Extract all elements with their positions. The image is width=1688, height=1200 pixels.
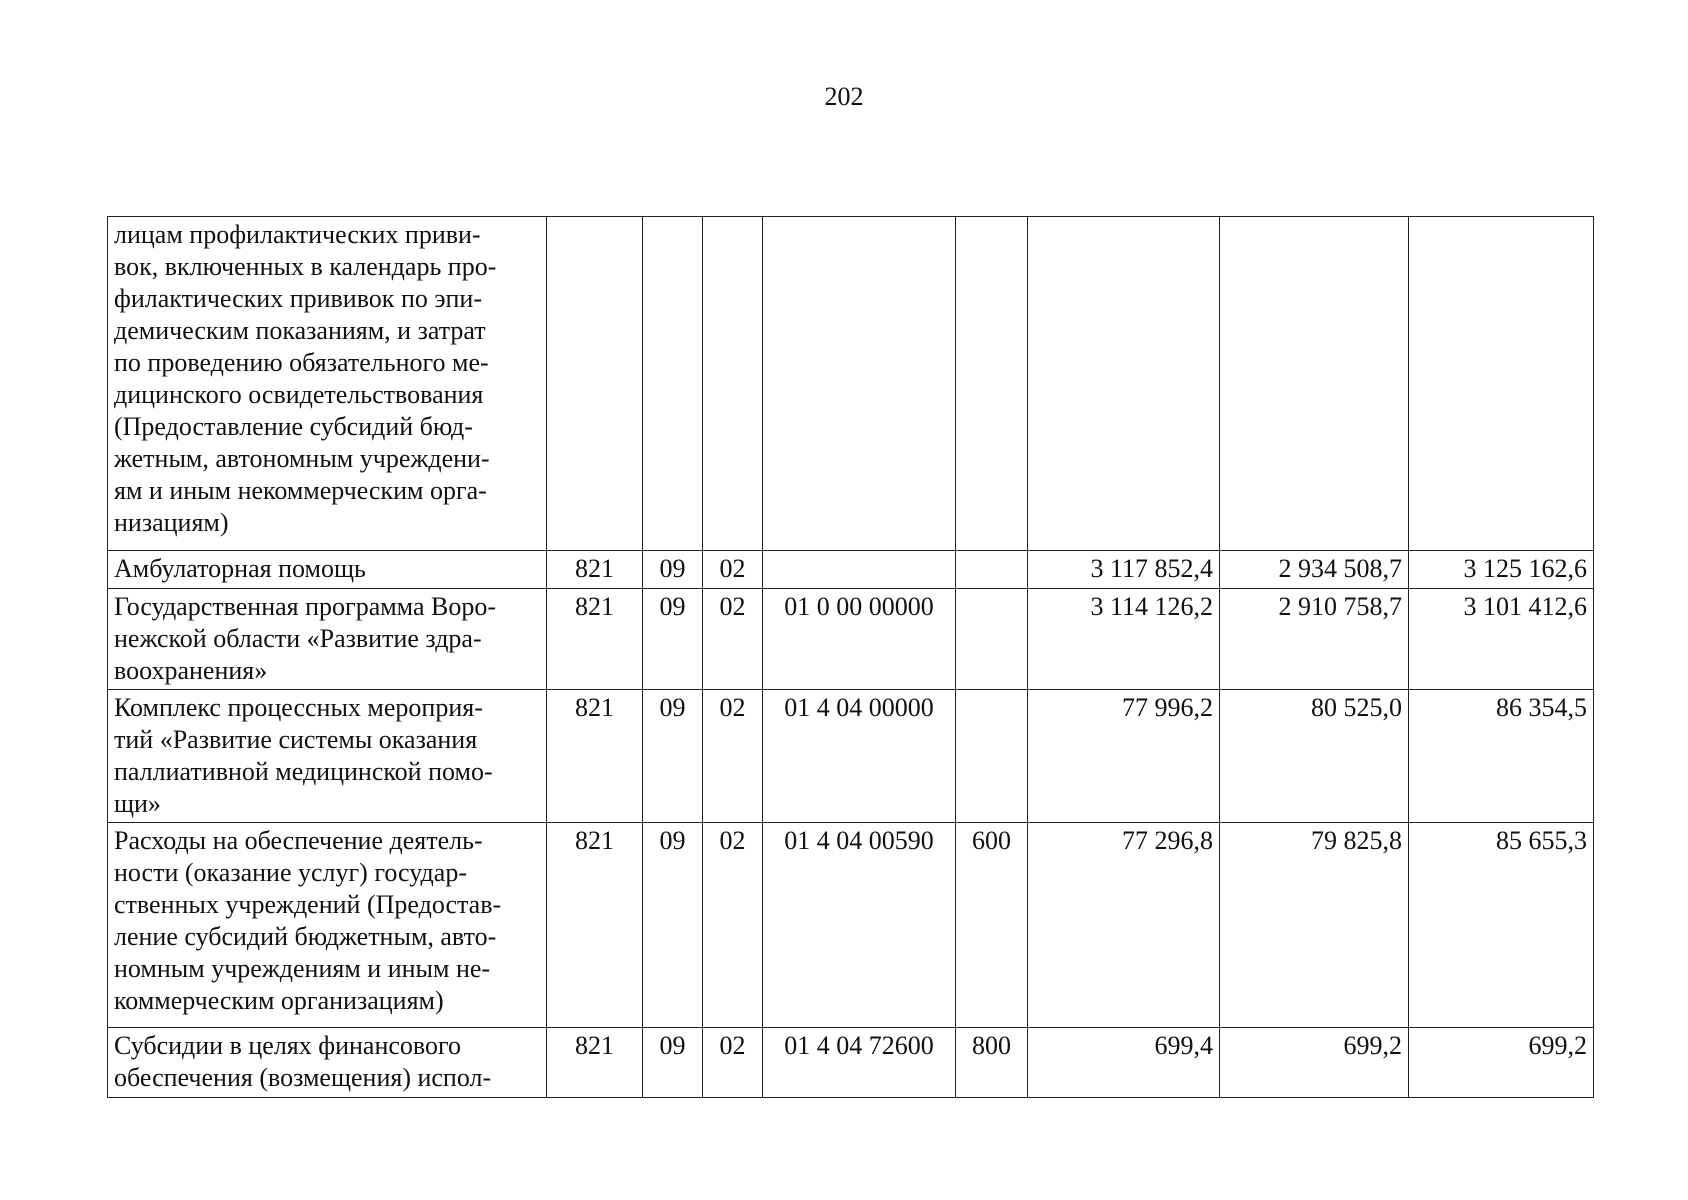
expense-type-cell: 800: [956, 1028, 1028, 1098]
subsection-code-cell: 02: [703, 690, 763, 823]
amount-year-3-cell: 699,2: [1409, 1028, 1594, 1098]
item-name-line: Расходы на обеспечение деятель-: [114, 826, 483, 855]
ministry-code-cell: 821: [547, 690, 643, 823]
item-name-line: (Предоставление субсидий бюд-: [114, 412, 473, 441]
section-code-cell: 09: [643, 551, 703, 589]
ministry-code-cell: 821: [547, 823, 643, 1028]
item-name-line: Субсидии в целях финансового: [114, 1031, 462, 1060]
item-name-cell: [108, 589, 547, 690]
page-number: 202: [824, 82, 864, 111]
table-row: [108, 217, 1594, 551]
table-row: [108, 823, 1594, 1028]
amount-year-3-cell: 3 101 412,6: [1409, 589, 1594, 690]
target-article-cell: 01 4 04 00000: [763, 690, 956, 823]
amount-year-3-cell: 3 125 162,6: [1409, 551, 1594, 589]
ministry-code-cell: 821: [547, 589, 643, 690]
item-name-line: ности (оказание услуг) государ-: [114, 858, 467, 887]
amount-year-2-cell: 2 934 508,7: [1220, 551, 1409, 589]
item-name-line: демическим показаниям, и затрат: [114, 316, 486, 345]
ministry-code-cell: 821: [547, 551, 643, 589]
amount-year-2-cell: 79 825,8: [1220, 823, 1409, 1028]
item-name-cell: [108, 551, 547, 589]
expense-type-cell: 600: [956, 823, 1028, 1028]
section-code-cell: 09: [643, 1028, 703, 1098]
table-row: [108, 589, 1594, 690]
item-name-line: Государственная программа Воро-: [114, 592, 497, 621]
item-name-line: дицинского освидетельствования: [114, 380, 484, 409]
item-name-line: ям и иным некоммерческим орга-: [114, 476, 487, 505]
item-name-line: филактических прививок по эпи-: [114, 284, 482, 313]
item-name-cell: [108, 1028, 547, 1098]
target-article-cell: [763, 217, 956, 551]
item-name-cell: [108, 217, 547, 551]
item-name-line: низациям): [114, 508, 229, 537]
section-code-cell: 09: [643, 823, 703, 1028]
amount-year-1-cell: 3 117 852,4: [1028, 551, 1220, 589]
amount-year-1-cell: 699,4: [1028, 1028, 1220, 1098]
amount-year-3-cell: [1409, 217, 1594, 551]
table-row: [108, 1028, 1594, 1098]
item-name-line: ление субсидий бюджетным, авто-: [114, 922, 497, 951]
item-name-line: нежской области «Развитие здра-: [114, 624, 482, 653]
item-name-line: жетным, автономным учреждени-: [114, 444, 490, 473]
section-code-cell: [643, 217, 703, 551]
section-code-cell: 09: [643, 690, 703, 823]
section-code-cell: 09: [643, 589, 703, 690]
budget-table: [107, 216, 1594, 1098]
item-name-cell: [108, 690, 547, 823]
target-article-cell: 01 0 00 00000: [763, 589, 956, 690]
subsection-code-cell: [703, 217, 763, 551]
subsection-code-cell: 02: [703, 1028, 763, 1098]
table-body: [108, 217, 1594, 1098]
amount-year-1-cell: 3 114 126,2: [1028, 589, 1220, 690]
item-name-line: коммерческим организациям): [114, 986, 444, 1015]
amount-year-1-cell: 77 996,2: [1028, 690, 1220, 823]
item-name-line: тий «Развитие системы оказания: [114, 725, 478, 754]
amount-year-2-cell: 80 525,0: [1220, 690, 1409, 823]
item-name-line: вок, включенных в календарь про-: [114, 252, 497, 281]
item-name-line: по проведению обязательного ме-: [114, 348, 489, 377]
subsection-code-cell: 02: [703, 551, 763, 589]
item-name-line: щи»: [114, 789, 161, 818]
amount-year-2-cell: 2 910 758,7: [1220, 589, 1409, 690]
item-name-line: обеспечения (возмещения) испол-: [114, 1063, 492, 1092]
amount-year-1-cell: [1028, 217, 1220, 551]
table-row: [108, 690, 1594, 823]
expense-type-cell: [956, 690, 1028, 823]
table-row: [108, 551, 1594, 589]
subsection-code-cell: 02: [703, 823, 763, 1028]
item-name-line: паллиативной медицинской помо-: [114, 757, 493, 786]
target-article-cell: [763, 551, 956, 589]
amount-year-2-cell: [1220, 217, 1409, 551]
expense-type-cell: [956, 217, 1028, 551]
amount-year-3-cell: 86 354,5: [1409, 690, 1594, 823]
target-article-cell: 01 4 04 72600: [763, 1028, 956, 1098]
expense-type-cell: [956, 589, 1028, 690]
item-name-line: Комплекс процессных мероприя-: [114, 693, 483, 722]
item-name-line: воохранения»: [114, 656, 268, 685]
item-name-cell: [108, 823, 547, 1028]
amount-year-1-cell: 77 296,8: [1028, 823, 1220, 1028]
item-name-line: Амбулаторная помощь: [114, 554, 366, 583]
amount-year-3-cell: 85 655,3: [1409, 823, 1594, 1028]
item-name-line: номным учреждениям и иным не-: [114, 954, 491, 983]
ministry-code-cell: 821: [547, 1028, 643, 1098]
subsection-code-cell: 02: [703, 589, 763, 690]
item-name-line: ственных учреждений (Предостав-: [114, 890, 502, 919]
item-name-line: лицам профилактических приви-: [114, 220, 481, 249]
target-article-cell: 01 4 04 00590: [763, 823, 956, 1028]
amount-year-2-cell: 699,2: [1220, 1028, 1409, 1098]
ministry-code-cell: [547, 217, 643, 551]
expense-type-cell: [956, 551, 1028, 589]
